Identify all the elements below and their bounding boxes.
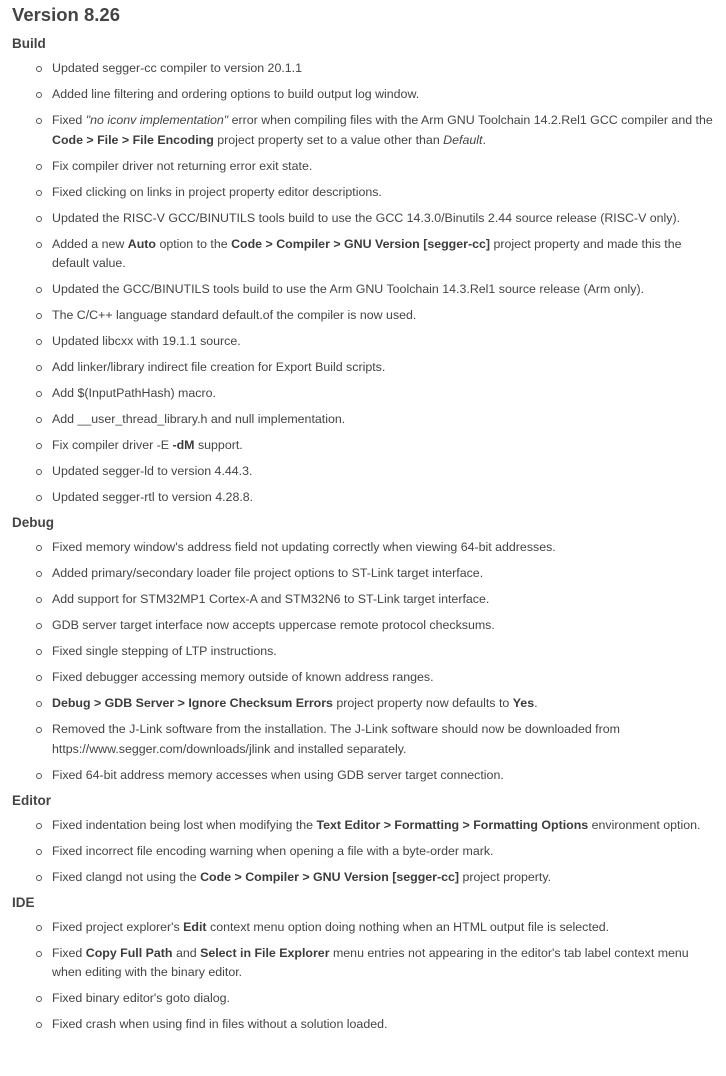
- text: Removed the J-Link software from the installation. The J-Link software should now be downloaded from https://www.segger.com/downloads/jlink and installed separately.: [52, 722, 620, 756]
- list-item: [52, 694, 720, 714]
- list-item: [52, 816, 720, 836]
- italic-text: "no iconv implementation": [85, 113, 229, 127]
- section-ide: [12, 894, 720, 1035]
- section-heading: Debug: [12, 515, 54, 530]
- text: environment option.: [588, 817, 701, 832]
- section-heading: Editor: [12, 792, 51, 808]
- list-item: [52, 766, 720, 786]
- bold-text: Copy Full Path: [85, 945, 173, 960]
- list-item: [52, 332, 720, 352]
- list-item: [52, 410, 720, 430]
- text: Fixed clangd not using the: [52, 869, 201, 884]
- text: Updated the GCC/BINUTILS tools build to use the Arm GNU Toolchain 14.3.Rel1 source release (Arm only).: [52, 282, 645, 296]
- bold-text: Debug > GDB Server > Ignore Checksum Errors: [52, 696, 333, 710]
- text: The C/C++ language standard default.of the compiler is now used.: [52, 308, 417, 322]
- text: Fixed memory window's address field not updating correctly when viewing 64-bit addresses.: [52, 540, 556, 554]
- text: .: [534, 696, 538, 710]
- list-item: [52, 868, 720, 888]
- list-item: [52, 668, 720, 688]
- text: menu entries not appearing in the editor's tab label context menu when editing with the binary editor.: [52, 945, 689, 979]
- bold-text: Text Editor > Formatting > Formatting Options: [316, 817, 589, 832]
- list-item: [52, 384, 720, 404]
- text: Fixed incorrect file encoding warning when opening a file with a byte-order mark.: [52, 843, 494, 858]
- text: context menu option doing nothing when an HTML output file is selected.: [206, 919, 610, 934]
- text: project property set to a value other than: [213, 132, 444, 147]
- list-item: [52, 989, 720, 1009]
- text: GDB server target interface now accepts uppercase remote protocol checksums.: [52, 618, 495, 632]
- list-item: [52, 590, 720, 610]
- text: option to the: [156, 236, 232, 251]
- section-debug: [12, 514, 720, 785]
- text: Added primary/secondary loader file project options to ST-Link target interface.: [52, 566, 484, 580]
- text: support.: [194, 438, 243, 452]
- section-heading: IDE: [12, 894, 35, 910]
- list-item: [52, 111, 720, 150]
- text: Updated libcxx with 19.1.1 source.: [52, 334, 241, 348]
- text: Fixed crash when using find in files without a solution loaded.: [52, 1017, 388, 1031]
- page-title: Version 8.26: [12, 4, 120, 25]
- text: and: [172, 945, 201, 960]
- change-list: [12, 918, 720, 1035]
- list-item: [52, 157, 720, 177]
- text: Fixed project explorer's: [52, 919, 184, 934]
- list-item: [52, 1015, 720, 1035]
- list-item: [52, 209, 720, 229]
- list-item: [52, 235, 720, 274]
- text: Add support for STM32MP1 Cortex-A and STM32N6 to ST-Link target interface.: [52, 592, 490, 606]
- sections-container: [12, 35, 720, 1035]
- text: project property now defaults to: [332, 696, 513, 710]
- change-list: [12, 59, 720, 508]
- text: Fix compiler driver not returning error exit state.: [52, 158, 313, 173]
- text: Add linker/library indirect file creation for Export Build scripts.: [52, 360, 386, 374]
- text: Fixed: [52, 945, 86, 960]
- section-editor: [12, 792, 720, 888]
- text: Updated the RISC-V GCC/BINUTILS tools build to use the GCC 14.3.0/Binutils 2.44 source release (RISC-V only).: [52, 210, 681, 225]
- list-item: [52, 358, 720, 378]
- text: Updated segger-cc compiler to version 20.1.1: [52, 61, 303, 75]
- bold-text: Auto: [127, 236, 156, 251]
- list-item: [52, 720, 720, 759]
- text: Updated segger-rtl to version 4.28.8.: [52, 490, 254, 504]
- list-item: [52, 564, 720, 584]
- list-item: [52, 488, 720, 508]
- bold-text: -dM: [172, 438, 195, 452]
- text: Add $(InputPathHash) macro.: [52, 386, 216, 400]
- text: project property.: [459, 869, 552, 884]
- text: Fixed clicking on links in project property editor descriptions.: [52, 184, 382, 199]
- text: Add __user_thread_library.h and null implementation.: [52, 412, 346, 426]
- text: error when compiling files with the Arm GNU Toolchain 14.2.Rel1 GCC compiler and the: [228, 113, 713, 127]
- text: Added line filtering and ordering options to build output log window.: [52, 87, 420, 101]
- list-item: [52, 944, 720, 983]
- bold-text: Code > File > File Encoding: [52, 132, 214, 147]
- section-build: [12, 35, 720, 508]
- italic-text: Default: [443, 132, 483, 147]
- list-item: [52, 462, 720, 482]
- bold-text: Edit: [183, 919, 207, 934]
- list-item: [52, 306, 720, 326]
- text: Updated segger-ld to version 4.44.3.: [52, 464, 253, 478]
- change-list: [12, 538, 720, 785]
- list-item: [52, 616, 720, 636]
- bold-text: Code > Compiler > GNU Version [segger-cc]: [200, 869, 460, 884]
- list-item: [52, 280, 720, 300]
- list-item: [52, 538, 720, 558]
- text: Fix compiler driver -E: [52, 438, 173, 452]
- list-item: [52, 842, 720, 862]
- text: Fixed single stepping of LTP instructions.: [52, 644, 277, 658]
- list-item: [52, 918, 720, 938]
- text: Fixed binary editor's goto dialog.: [52, 991, 231, 1005]
- list-item: [52, 59, 720, 79]
- change-list: [12, 816, 720, 888]
- list-item: [52, 183, 720, 203]
- text: Fixed indentation being lost when modifying the: [52, 817, 317, 832]
- text: .: [482, 132, 486, 147]
- list-item: [52, 642, 720, 662]
- text: Fixed: [52, 113, 86, 127]
- text: Fixed 64-bit address memory accesses when using GDB server target connection.: [52, 767, 504, 782]
- bold-text: Select in File Explorer: [200, 945, 330, 960]
- text: Fixed debugger accessing memory outside of known address ranges.: [52, 670, 434, 684]
- text: Added a new: [52, 236, 128, 251]
- bold-text: Yes: [512, 696, 535, 710]
- bold-text: Code > Compiler > GNU Version [segger-cc]: [231, 236, 490, 251]
- section-heading: Build: [12, 36, 46, 51]
- list-item: [52, 436, 720, 456]
- text: project property and made this the default value.: [52, 236, 682, 270]
- list-item: [52, 85, 720, 105]
